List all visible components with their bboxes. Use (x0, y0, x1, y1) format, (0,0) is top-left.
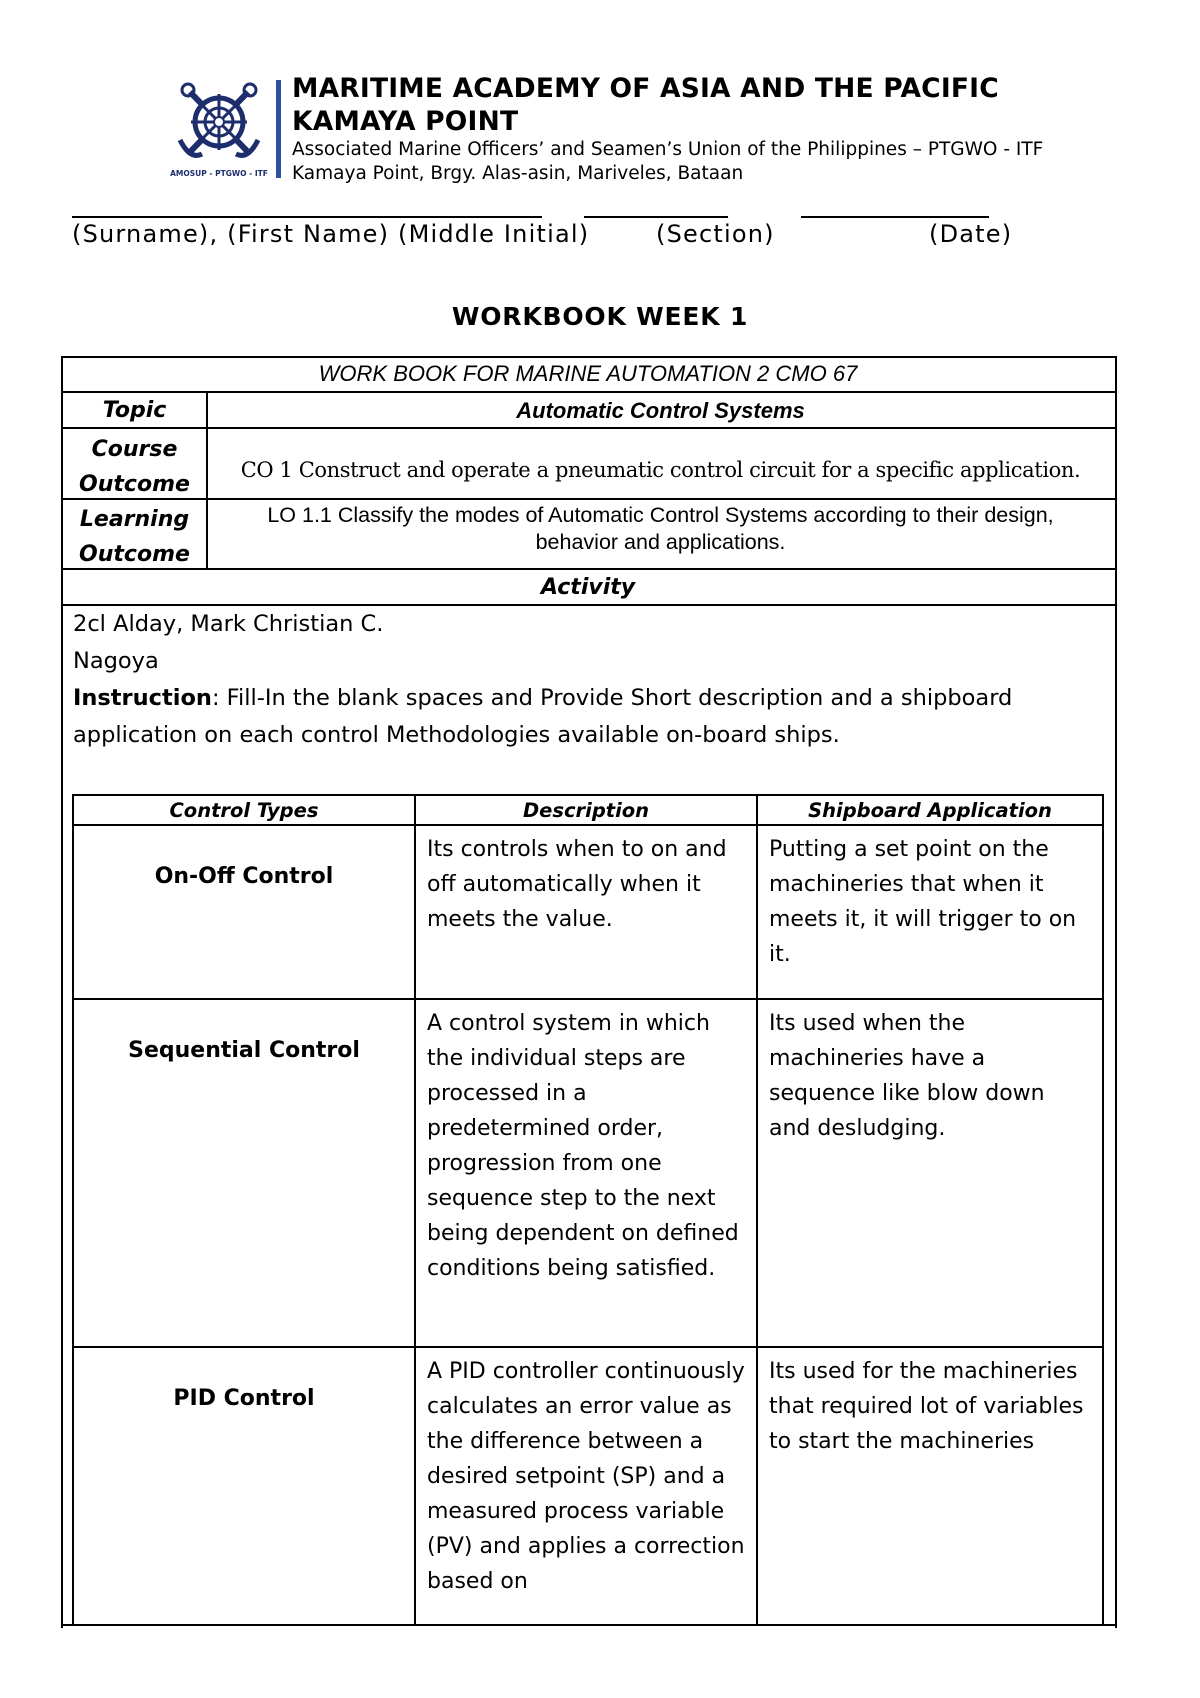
date-field-line[interactable] (801, 216, 989, 218)
activity-label: Activity (540, 575, 636, 600)
topic-value: Automatic Control Systems (516, 398, 805, 423)
instruction-label: Instruction (73, 685, 212, 711)
date-field-label: (Date) (929, 220, 1013, 248)
course-outcome-value: CO 1 Construct and operate a pneumatic control circuit for a specific application. (240, 458, 1081, 482)
org-affiliation: Associated Marine Officers’ and Seamen’s Union of the Philippines – PTGWO - ITF (292, 139, 1044, 160)
section-field-label: (Section) (656, 220, 775, 248)
workbook-heading: WORK BOOK FOR MARINE AUTOMATION 2 CMO 67 (318, 361, 858, 386)
rule (61, 427, 1115, 429)
application-cell[interactable]: Its used for the machineries that required lot of variables to start the machineries (757, 1347, 1103, 1625)
instruction (73, 680, 1093, 754)
table-row (73, 999, 1103, 1347)
rule (61, 498, 1115, 500)
amosup-logo (170, 80, 268, 180)
control-type-cell (73, 1347, 415, 1625)
org-address: Kamaya Point, Brgy. Alas-asin, Mariveles, Bataan (292, 163, 744, 184)
control-types-table (72, 794, 1104, 1626)
org-name-line1: MARITIME ACADEMY OF ASIA AND THE PACIFIC (292, 73, 999, 104)
section-field-line[interactable] (584, 216, 728, 218)
rule (61, 1624, 1115, 1626)
rule (61, 391, 1115, 393)
control-type-label: Sequential Control (128, 1038, 360, 1063)
learning-label-line1: Learning (79, 507, 190, 532)
table-row (73, 825, 1103, 999)
application-cell[interactable]: Putting a set point on the machineries that when it meets it, it will trigger to on it. (757, 825, 1103, 999)
learning-label-line2: Outcome (79, 542, 190, 567)
name-field-label: (Surname), (First Name) (Middle Initial) (72, 220, 590, 248)
col-header-description: Description (415, 795, 757, 825)
rule (61, 568, 1115, 570)
instruction-text: : Fill-In the blank spaces and Provide Short description and a shipboard application on each control Methodologies available on-board ships. (73, 685, 1013, 748)
control-type-cell (73, 825, 415, 999)
activity-body (73, 606, 1093, 754)
name-field-line[interactable] (72, 216, 542, 218)
course-label-line1: Course (91, 437, 178, 462)
learning-value-line2: behavior and applications. (535, 530, 786, 554)
table-row (73, 1347, 1103, 1625)
workbook-title: WORKBOOK WEEK 1 (451, 302, 749, 331)
org-header (292, 72, 1152, 186)
table-header-row (73, 795, 1103, 825)
description-cell[interactable]: A control system in which the individual steps are processed in a predetermined order, progression from one sequence step to the next being dependent on defined conditions being satisfied. (415, 999, 757, 1347)
control-type-label: PID Control (173, 1386, 315, 1411)
student-name: 2cl Alday, Mark Christian C. (73, 611, 384, 637)
header-divider (276, 80, 281, 178)
learning-outcome-label (63, 502, 206, 572)
description-cell[interactable]: A PID controller continuously calculates an error value as the difference between a desired setpoint (SP) and a measured process variable (PV) and applies a correction based on (415, 1347, 757, 1625)
learning-outcome-value (208, 502, 1113, 556)
student-group: Nagoya (73, 648, 159, 674)
logo-text: AMOSUP - PTGWO - ITF (170, 169, 268, 178)
topic-label: Topic (102, 398, 167, 423)
org-name-line2: KAMAYA POINT (292, 106, 519, 137)
learning-value-line1: LO 1.1 Classify the modes of Automatic Control Systems according to their design, (267, 503, 1054, 527)
application-cell[interactable]: Its used when the machineries have a sequence like blow down and desludging. (757, 999, 1103, 1347)
description-cell[interactable]: Its controls when to on and off automatically when it meets the value. (415, 825, 757, 999)
control-type-label: On-Off Control (154, 864, 334, 889)
course-label-line2: Outcome (79, 472, 190, 497)
control-type-cell (73, 999, 415, 1347)
course-outcome-label (63, 432, 206, 502)
col-header-shipboard-application: Shipboard Application (757, 795, 1103, 825)
col-header-control-types: Control Types (73, 795, 415, 825)
